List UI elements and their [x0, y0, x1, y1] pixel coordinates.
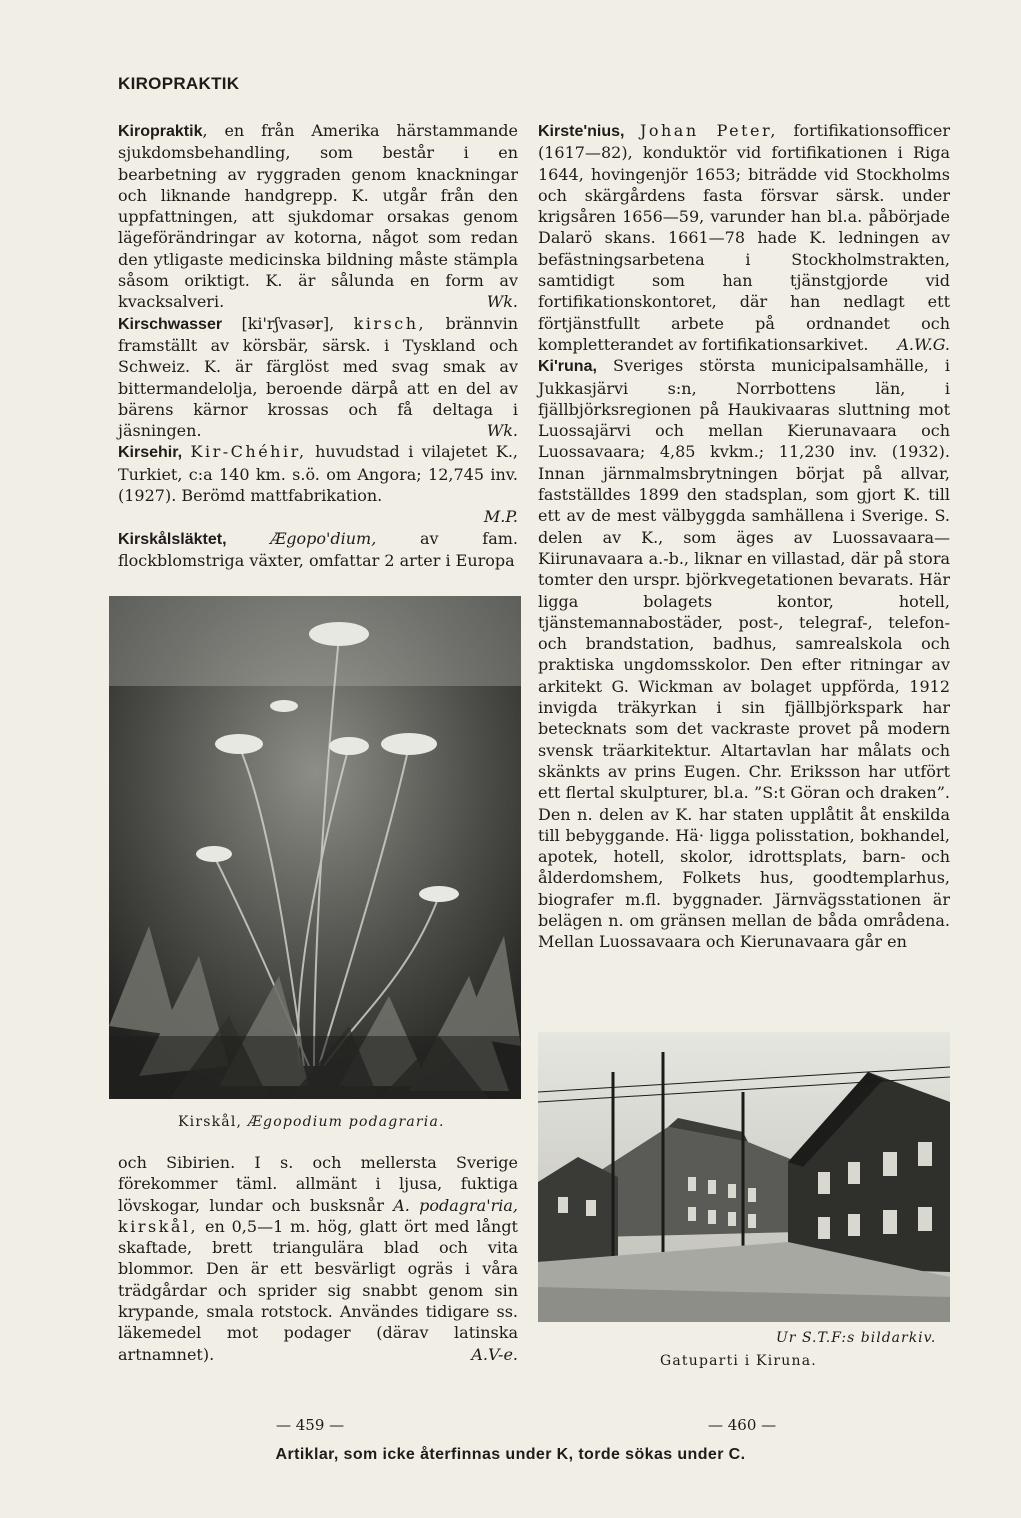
caption-latin: Ægopodium podagraria.: [247, 1114, 445, 1130]
entry-kiruna: [538, 355, 950, 952]
entry-text: en 0,5—1 m. hög, glatt ört med långt skaftade, brett triangulära blad och vita blommor. Den är ett besvärligt ogräs i våra trädgårdar och sprider sig snabbt genom sin krypande, smala rotstock. Användes tidigare ss. läkemedel mot podager (därav latinska artnamnet).: [118, 1216, 518, 1364]
signature: A.V-e.: [471, 1344, 518, 1364]
photo-kirskal: [109, 596, 521, 1099]
latin-name: A. podagra'ria,: [393, 1195, 518, 1215]
entry-kirschwasser: [118, 313, 518, 442]
photo-kiruna-street: [538, 1032, 950, 1322]
entry-text: huvudstad i vilajetet K., Turkiet, c:a 140 km. s.ö. om Angora; 12,745 inv. (1927). Berömd mattfabrikation.: [118, 442, 518, 506]
entry-text: brännvin framställt av körsbär, särsk. i Tyskland och Schweiz. K. är färglöst med svag smak av bittermandelolja, beroende därpå att en del av bärens kärnor krossas och få deltaga i jäsningen.: [118, 313, 518, 441]
headword: Ki'runa,: [538, 358, 597, 376]
ground-elder-illustration: [109, 596, 521, 1099]
page-number-left: — 459 —: [276, 1416, 345, 1434]
photo-credit: Ur S.T.F:s bildarkiv.: [776, 1330, 937, 1346]
entry-text: och Sibirien. I s. och mellersta Sverige förekommer täml. allmänt i ljusa, fuktiga lövskogar, lundar och busksnår: [118, 1153, 518, 1215]
spaced-word: Johan Peter,: [639, 121, 778, 140]
pronunciation: [ki'rʃvasər],: [241, 313, 335, 333]
caption-plant: Kirskål,: [178, 1114, 243, 1130]
running-head: KIROPRAKTIK: [118, 74, 240, 93]
signature: A.W.G.: [897, 334, 950, 354]
latin-name: Ægopo'dium,: [270, 528, 377, 548]
left-column-top: [118, 120, 518, 571]
page-number-right: — 460 —: [708, 1416, 777, 1434]
spaced-word: Kir-Chéhir,: [190, 442, 307, 462]
entry-kirsehir: [118, 441, 518, 506]
street-illustration: [538, 1032, 950, 1322]
right-column-top: [538, 120, 950, 953]
signature: Wk.: [486, 421, 518, 441]
signature: M.P.: [483, 507, 518, 527]
headword: Kirsehir,: [118, 444, 183, 462]
spaced-word: kirskål,: [118, 1216, 199, 1236]
headword: Kirskålsläktet,: [118, 530, 227, 548]
entry-text: fortifikationsofficer (1617—82), konduktör vid fortifikationen i Riga 1644, hovingenjör 1653; biträdde vid Stockholms och skärgårdens fasta försvar särsk. under krigsåren 1656—59, varunder han bl.a. påbörjade Dalarö skans. 1661—78 hade K. ledningen av befästningsarbetena i Stockholmstrakten, samtidigt som han tjänstgjorde vid fortifikationskontoret, där han nedlagt ett förtjänstfullt arbete på ordnandet och kompletterandet av fortifikationsarkivet.: [538, 121, 950, 354]
entry-text: Sveriges största municipalsamhälle, i Jukkasjärvi s:n, Norrbottens län, i fjällbjörksregionen på Haukivaaras sluttning mot Luossajärvi och mellan Kierunavaara och Luossavaara; 4,85 kvkm.; 11,230 inv. (1932). Innan järnmalmsbrytningen börjat på allvar, fastställdes 1899 den stadsplan, som gjort K. till ett av de mest välbyggda samhällena i Sverige. S. delen av K., som äges av Luossavaara—Kiirunavaara a.-b., liknar en villastad, där på stora tomter den urspr. björkvegetationen bevarats. Här ligga bolagets kontor, hotell, tjänstemannabostäder, post-, telegraf-, telefon- och brandstation, badhus, samrealskola och praktiska ungdomsskolor. Den efter ritningar av arkitekt G. Wickman av bolaget uppförda, 1912 invigda träkyrkan i sin fjällbjörkspark har betecknats som det vackraste provet på modern svensk träarkitektur. Altartavlan har målats och skänkts av prins Eugen. Chr. Eriksson har utfört ett flertal skulpturer, bl.a. ”S:t Göran och draken”. Den n. delen av K. har staten upplåtit åt enskilda till bebyggande. Hä· ligga polisstation, bokhandel, apotek, hotell, skolor, idrottsplats, barn- och ålderdomshem, Folkets hus, goodtemplarhus, biografer m.fl. byggnader. Järnvägsstationen är belägen n. om gränsen mellan de båda områdena. Mellan Luossavaara och Kierunavaara går en: [538, 356, 951, 952]
headword: Kirschwasser: [118, 315, 223, 333]
left-column-bottom: [118, 1152, 518, 1365]
spaced-word: kirsch,: [353, 313, 427, 333]
footer-note: Artiklar, som icke återfinnas under K, torde sökas under C.: [275, 1446, 746, 1463]
caption-kirskal: [178, 1114, 445, 1130]
headword: Kirste'nius,: [538, 123, 625, 140]
caption-kiruna: Gatuparti i Kiruna.: [660, 1353, 817, 1369]
entry-text: av fam. flockblomstriga växter, omfattar 2 arter i Europa: [118, 528, 519, 570]
entry-kiropraktik: Kiropraktik, en från Amerika härstammande sjukdomsbehandling, som består i en bearbetning av ryggraden genom knackningar och liknande handgrepp. K. utgår från den uppfattningen, att sjukdomar orsakas genom lägeförändringar av kotorna, något som redan den ytligaste medicinska bildning måste stämpla såsom oriktigt. K. är sålunda en form av kvacksalveri. Wk.: [118, 121, 519, 312]
headword: Kiropraktik: [118, 123, 203, 140]
entry-kirskal-continued: [118, 1152, 518, 1365]
entry-text: en från Amerika härstammande sjukdomsbehandling, som består i en bearbetning av ryggraden genom knackningar och liknande handgrepp. K. utgår från den uppfattningen, att sjukdomar orsakas genom lägeförändringar av kotorna, något som redan den ytligaste medicinska bildning måste stämpla såsom oriktigt. K. är sålunda en form av kvacksalveri.: [118, 121, 519, 312]
entry-kirstenius: [538, 120, 950, 355]
signature: Wk.: [486, 292, 518, 312]
entry-kirskalslaktet: [118, 528, 518, 572]
